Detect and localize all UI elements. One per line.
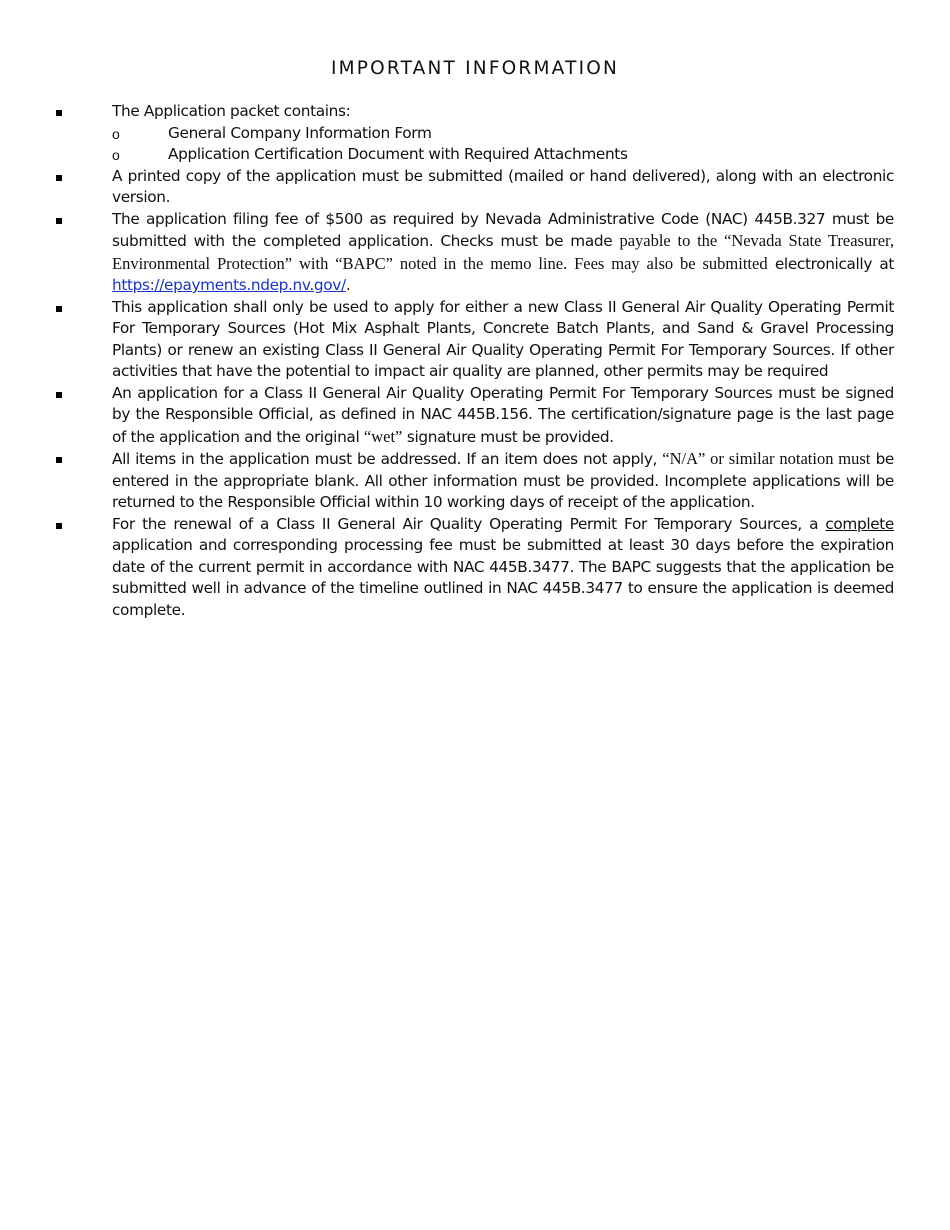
square-bullet-icon [56,110,62,116]
epayments-link[interactable]: https://epayments.ndep.nv.gov/ [112,276,346,294]
packet-contents-sublist [112,123,894,166]
list-item-printed-copy [0,166,894,209]
sublist-item [0,144,894,166]
list-item-text-serif: “N/A” or similar notation must [662,449,871,468]
list-item-text: The Application packet contains: [112,102,351,120]
underlined-word: complete [825,514,894,533]
list-item-text: For the renewal of a Class II General Air Quality Operating Permit For Temporary Sources, a [112,514,826,533]
list-item-all-items [0,448,894,514]
square-bullet-icon [56,392,62,398]
list-item-text: All items in the application must be addressed. If an item does not apply, [112,450,663,468]
sublist-item-text: General Company Information Form [168,123,432,142]
page-title: IMPORTANT INFORMATION [330,58,620,79]
sublist-item [0,123,894,145]
list-item-text: This application shall only be used to apply for either a new Class II General Air Quality Operating Permit For Temporary Sources (Hot Mix Asphalt Plants, Concrete Batch Plants, and Sand & Gravel Processing Plants) or renew an existing Class II General Air Quality Operating Permit For Temporary Sources. If other activities that have the potential to impact air quality are planned, other permits may be required [112,297,894,380]
square-bullet-icon [56,175,62,181]
list-item-text: The application filing fee of $500 as required by Nevada Administrative Code (NAC) 445B.327 must be submitted with the completed application. Checks must be made [112,209,894,250]
information-list [0,101,950,621]
list-item-text-serif: “wet” [363,426,403,446]
square-bullet-icon [56,306,62,312]
list-item-filing-fee [0,209,894,297]
list-item-text: A printed copy of the application must be submitted (mailed or hand delivered), along with an electronic version. [112,166,894,206]
square-bullet-icon [56,457,62,463]
list-item-text: be entered in the appropriate blank. All other information must be provided. Incomplete applications will be returned to the Responsible Official within 10 working days of receipt of the application. [112,450,894,511]
list-item-text: An application for a Class II General Air Quality Operating Permit For Temporary Sources must be signed by the Responsible Official, as defined in NAC 445B.156. The certification/signature page is the last page of the application and the original [112,383,894,446]
list-item-text: application and corresponding processing fee must be submitted at least 30 days before the expiration date of the current permit in accordance with NAC 445B.3477. The BAPC suggests that the application be submitted well in advance of the timeline outlined in NAC 445B.3477 to ensure the application is deemed complete. [112,536,894,619]
list-item-renewal [0,514,894,622]
list-item-text: electronically at [767,254,894,273]
list-item-application-scope [0,297,894,383]
list-item-packet-contents [0,101,894,166]
list-item-text-serif: payable to the “Nevada State Treasurer, Environmental Protection” with “BAPC” noted in the memo line. Fees may also be submitted [112,231,894,273]
list-item-signature [0,383,894,449]
sublist-item-text: Application Certification Document with Required Attachments [168,145,628,163]
circle-bullet-icon: o [112,125,120,142]
square-bullet-icon [56,218,62,224]
circle-bullet-icon: o [112,147,120,163]
list-item-text: signature must be provided. [402,427,614,446]
list-item-text: . [345,276,351,294]
square-bullet-icon [56,523,62,529]
